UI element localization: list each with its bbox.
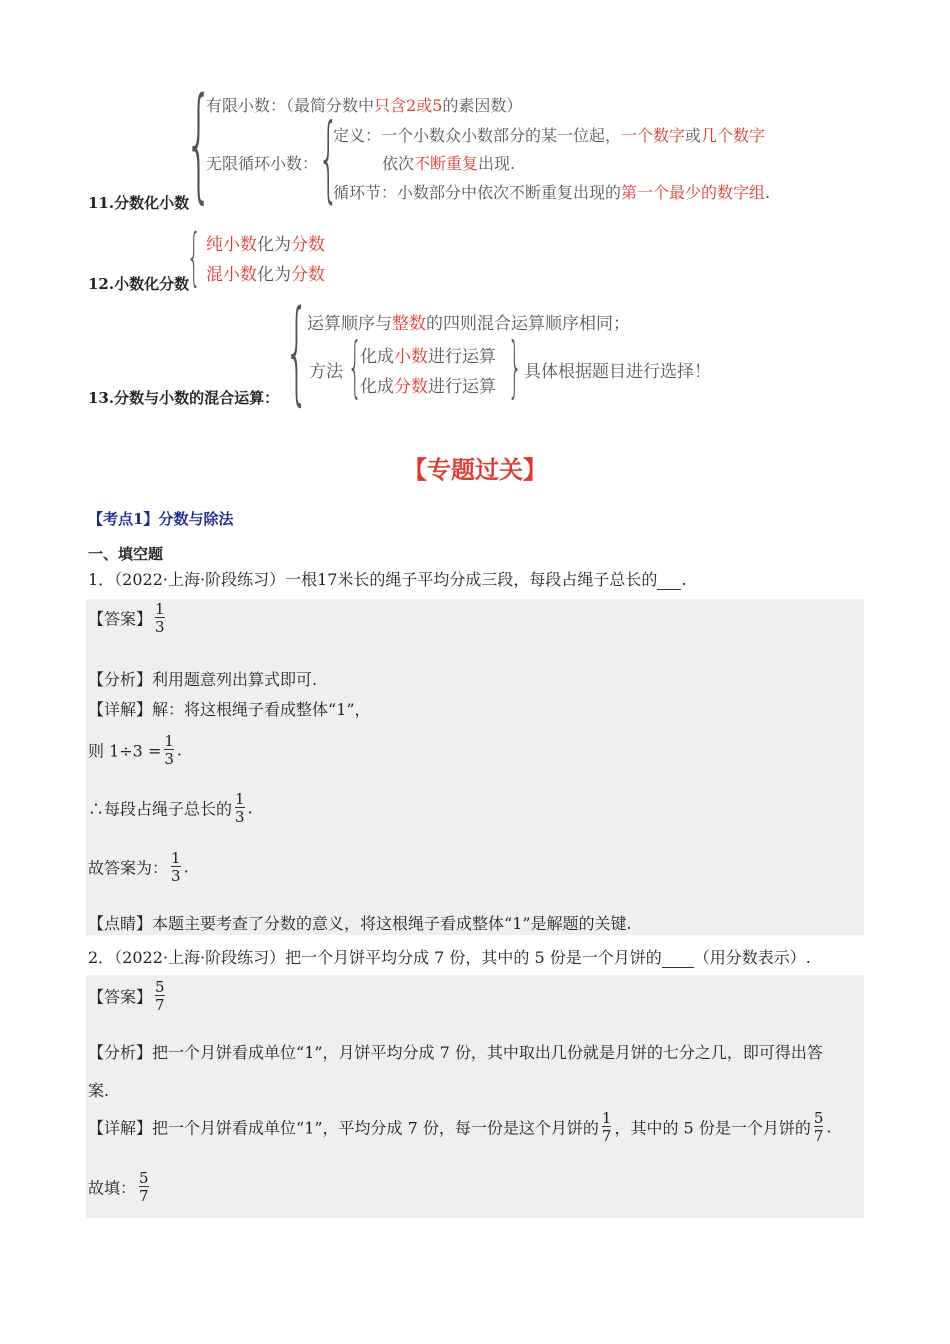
definition-line-1: 定义：一个小数众小数部分的某一位起，一个数字或几个数字 <box>333 126 766 145</box>
q2-analysis-1: 【分析】把一个月饼看成单位“1”，月饼平均分成 7 份，其中取出几份就是月饼的七分之几，即可得出答 <box>88 1043 823 1062</box>
question-1-stem: 1．（2022·上海·阶段练习）一根17米长的绳子平均分成三段，每段占绳子总长的 . <box>88 570 687 589</box>
q2-detail: 【详解】把一个月饼看成单位“1”，平均分成 7 份，每一份是这个月饼的 $\frac{1}{7}$ ，其中的 5 份是一个月饼的 $\frac{5}{7}$ . <box>88 1109 832 1145</box>
q1-solution-box <box>86 599 864 935</box>
q1-step-3: 故答案为： $\frac{1}{3}$ . <box>88 849 189 885</box>
item-13-title: 13.分数与小数的混合运算： <box>88 389 280 407</box>
brace-13-outer: { <box>285 287 309 417</box>
answer-fraction: $\frac{5}{7}$ <box>155 978 165 1014</box>
question-2-stem: 2．（2022·上海·阶段练习）把一个月饼平均分成 7 份，其中的 5 份是一个月饼的 （用分数表示）. <box>88 948 811 967</box>
method-1: 化成小数进行运算 <box>360 347 496 367</box>
q2-fill: 故填： $\frac{5}{7}$ <box>88 1169 149 1205</box>
cycle-definition: 循环节：小数部分中依次不断重复出现的第一个最少的数字组. <box>333 183 771 202</box>
answer-fraction: $\frac{1}{3}$ <box>155 600 165 636</box>
answer-blank <box>657 570 681 590</box>
part-heading: 一、填空题 <box>88 545 164 563</box>
q2-analysis-2: 案. <box>88 1081 110 1100</box>
section-title: 【专题过关】 <box>403 455 547 484</box>
item-12-title: 12.小数化分数 <box>88 275 190 293</box>
method-label: 方法 <box>309 362 343 382</box>
brace-13-inner: { <box>348 328 362 405</box>
choose-note: 具体根据题目进行选择！ <box>524 362 711 382</box>
operation-order-line: 运算顺序与整数的四则混合运算顺序相同； <box>307 314 630 334</box>
finite-decimal-line: 有限小数：（最简分数中只含2或5的素因数） <box>206 96 523 115</box>
infinite-decimal-label: 无限循环小数： <box>206 154 319 173</box>
item-11-title: 11.分数化小数 <box>88 194 190 212</box>
topic-heading: 【考点1】分数与除法 <box>88 510 234 528</box>
brace-11-outer: { <box>185 72 213 216</box>
q1-step-2: ∴每段占绳子总长的 $\frac{1}{3}$ . <box>88 790 253 826</box>
mixed-decimal-line: 混小数化为分数 <box>206 265 325 285</box>
brace-13-close: } <box>508 328 522 405</box>
brace-11-inner: { <box>318 104 339 213</box>
definition-line-2: 依次不断重复出现. <box>382 154 516 173</box>
q1-step-1: 则 1÷3 = $\frac{1}{3}$ . <box>88 732 182 768</box>
q1-detail: 【详解】解：将这根绳子看成整体“1”， <box>88 700 371 719</box>
q2-answer: 【答案】 $\frac{5}{7}$ <box>88 978 165 1014</box>
q1-analysis: 【分析】利用题意列出算式即可. <box>88 670 318 689</box>
q1-answer: 【答案】 $\frac{1}{3}$ <box>88 600 165 636</box>
q1-comment: 【点睛】本题主要考查了分数的意义，将这根绳子看成整体“1”是解题的关键. <box>88 914 632 933</box>
q2-solution-box <box>86 975 864 1218</box>
method-2: 化成分数进行运算 <box>360 377 496 397</box>
brace-12: { <box>187 220 201 293</box>
answer-blank <box>662 948 694 968</box>
pure-decimal-line: 纯小数化为分数 <box>206 235 325 255</box>
